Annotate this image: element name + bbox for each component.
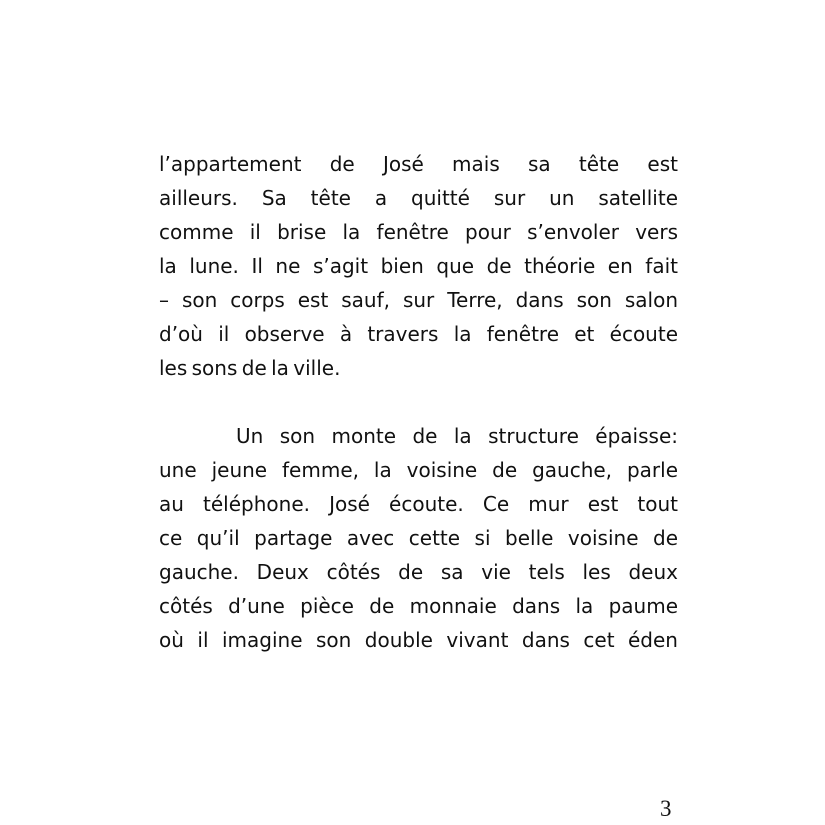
text-line: où il imagine son double vivant dans cet éden	[159, 628, 678, 652]
text-line: côtés d’une pièce de monnaie dans la paume	[159, 594, 678, 618]
text-line: au téléphone. José écoute. Ce mur est tout	[159, 492, 678, 516]
text-line: ailleurs. Sa tête a quitté sur un satellite	[159, 186, 678, 210]
text-line: Un son monte de la structure épaisse:	[236, 424, 678, 448]
text-line: une jeune femme, la voisine de gauche, parle	[159, 458, 678, 482]
page-number: 3	[660, 796, 672, 821]
text-line: l’appartement de José mais sa tête est	[159, 152, 678, 176]
paragraph-1	[159, 147, 678, 385]
text-line: gauche. Deux côtés de sa vie tels les deux	[159, 560, 678, 584]
paragraph-2	[159, 419, 678, 657]
text-line: d’où il observe à travers la fenêtre et écoute	[159, 322, 678, 346]
text-line: les sons de la ville.	[159, 356, 341, 380]
text-line: ce qu’il partage avec cette si belle voisine de	[159, 526, 678, 550]
text-line: – son corps est sauf, sur Terre, dans son salon	[159, 288, 678, 312]
text-line: comme il brise la fenêtre pour s’envoler vers	[159, 220, 678, 244]
text-line: la lune. Il ne s’agit bien que de théorie en fait	[159, 254, 678, 278]
